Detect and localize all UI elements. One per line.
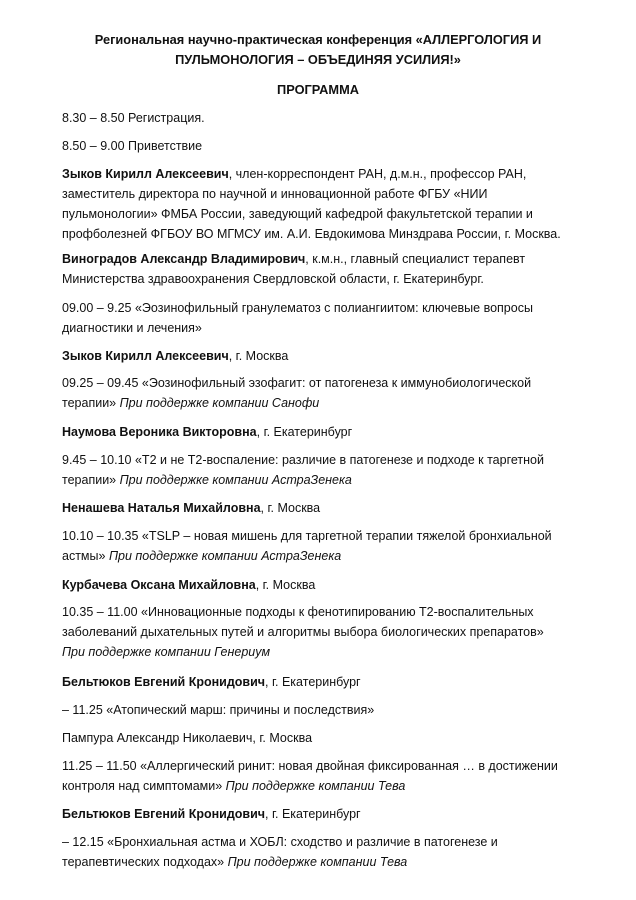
speaker-pampura: Пампура Александр Николаевич, г. Москва — [62, 731, 313, 745]
speaker-name: Бельтюков Евгений Кронидович — [62, 807, 266, 821]
speaker-zykov-full — [62, 164, 602, 244]
talk-line: 9.45 – 10.10 «Т2 и не Т2-воспаление: различие в патогенезе и подходе к таргетной — [62, 453, 544, 467]
speaker-vinogradov — [62, 249, 602, 289]
speaker-name: Зыков Кирилл Алексеевич — [62, 167, 229, 181]
conference-title — [40, 30, 596, 70]
speaker-nenasheva — [62, 498, 602, 518]
speaker-city: , г. Екатеринбург — [256, 425, 353, 439]
talk-4 — [62, 526, 602, 566]
talk-line: терапии» — [62, 396, 117, 410]
talk-line: терапевтических подходах» — [62, 855, 225, 869]
speaker-naumova — [62, 422, 602, 442]
speaker-name: Виноградов Александр Владимирович — [62, 252, 306, 266]
speaker-zykov — [62, 346, 602, 366]
sponsor-note: При поддержке компании Генериум — [62, 645, 271, 659]
talk-line: – 12.15 «Бронхиальная астма и ХОБЛ: сходство и различие в патогенезе и — [62, 835, 498, 849]
speaker-name: Курбачева Оксана Михайловна — [62, 578, 256, 592]
talk-line: астмы» — [62, 549, 106, 563]
talk-7 — [62, 756, 602, 796]
speaker-city: , г. Екатеринбург — [265, 675, 361, 689]
speaker-city: , г. Москва — [260, 501, 321, 515]
registration-item: 8.30 – 8.50 Регистрация. — [62, 111, 205, 125]
speaker-kurbacheva — [62, 575, 602, 595]
talk-2 — [62, 373, 602, 413]
sponsor-note: При поддержке компании АстраЗенека — [119, 473, 352, 487]
program-heading: ПРОГРАММА — [277, 82, 359, 97]
speaker-info-line: пульмонологии» ФМБА России, заведующий кафедрой факультетской терапии и — [62, 207, 533, 221]
speaker-info-line: заместитель директора по научной и инновационной работе ФГБУ «НИИ — [62, 187, 488, 201]
speaker-city: , г. Москва — [228, 349, 289, 363]
sponsor-note: При поддержке компании Санофи — [119, 396, 320, 410]
talk-3 — [62, 450, 602, 490]
greeting-item: 8.50 – 9.00 Приветствие — [62, 139, 203, 153]
speaker-beltyukov-1 — [62, 672, 602, 692]
talk-1 — [62, 298, 602, 338]
speaker-name: Зыков Кирилл Алексеевич — [62, 349, 229, 363]
sponsor-note: При поддержке компании АстраЗенека — [108, 549, 342, 563]
speaker-city: , г. Москва — [255, 578, 316, 592]
talk-line: контроля над симптомами» — [62, 779, 223, 793]
sponsor-note: При поддержке компании Тева — [227, 855, 408, 869]
talk-line: терапии» — [62, 473, 117, 487]
talk-line: заболеваний дыхательных путей и алгоритмы выбора биологических препаратов» — [62, 625, 544, 639]
talk-line: 09.00 – 9.25 «Эозинофильный гранулематоз с полиангиитом: ключевые вопросы — [62, 301, 533, 315]
speaker-info: , член-корреспондент РАН, д.м.н., профессор РАН, — [228, 167, 527, 181]
talk-line: диагностики и лечения» — [62, 321, 202, 335]
speaker-info-line: Министерства здравоохранения Свердловской области, г. Екатеринбург. — [62, 272, 484, 286]
speaker-info: , к.м.н., главный специалист терапевт — [305, 252, 526, 266]
talk-8 — [62, 832, 602, 872]
speaker-name: Бельтюков Евгений Кронидович — [62, 675, 266, 689]
talk-line: 10.10 – 10.35 «TSLP – новая мишень для таргетной терапии тяжелой бронхиальной — [62, 529, 552, 543]
talk-line: 11.25 – 11.50 «Аллергический ринит: новая двойная фиксированная … в достижении — [62, 759, 558, 773]
talk-6: – 11.25 «Атопический марш: причины и последствия» — [62, 703, 375, 717]
talk-line: 09.25 – 09.45 «Эозинофильный эзофагит: от патогенеза к иммунобиологической — [62, 376, 532, 390]
speaker-city: , г. Екатеринбург — [265, 807, 361, 821]
speaker-name: Наумова Вероника Викторовна — [62, 425, 257, 439]
talk-5 — [62, 602, 602, 662]
title-line-2: ПУЛЬМОНОЛОГИЯ – ОБЪЕДИНЯЯ УСИЛИЯ!» — [175, 52, 461, 67]
speaker-info-line: профболезней ФГБОУ ВО МГМСУ им. А.И. Евдокимова Минздрава России, г. Москва. — [62, 227, 561, 241]
talk-line: 10.35 – 11.00 «Инновационные подходы к фенотипированию Т2-воспалительных — [62, 605, 534, 619]
title-line-1: Региональная научно-практическая конференция «АЛЛЕРГОЛОГИЯ И — [94, 32, 542, 47]
speaker-beltyukov-2 — [62, 804, 602, 824]
sponsor-note: При поддержке компании Тева — [225, 779, 406, 793]
speaker-name: Ненашева Наталья Михайловна — [62, 501, 261, 515]
